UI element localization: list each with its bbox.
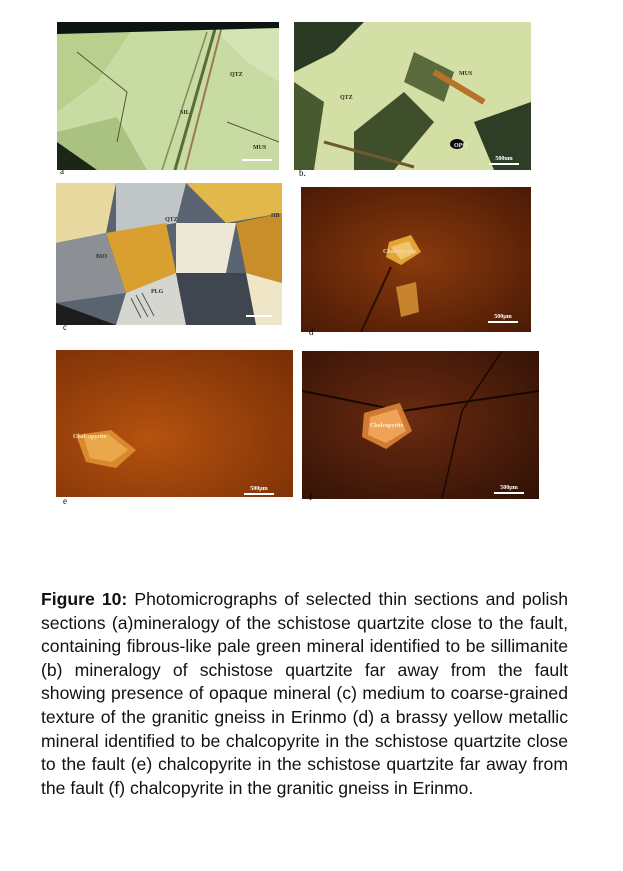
scale-text: 500µm bbox=[500, 485, 518, 491]
label-qtz: QTZ bbox=[340, 95, 353, 101]
figure-caption bbox=[41, 588, 568, 800]
label-mus: MUS bbox=[253, 145, 267, 151]
photomicrograph-b bbox=[294, 22, 531, 170]
scale-bar bbox=[488, 321, 518, 323]
photomicrograph-d-image bbox=[301, 187, 531, 332]
photomicrograph-d bbox=[301, 187, 531, 332]
panel-letter-c: c bbox=[63, 322, 67, 332]
scale-bar bbox=[246, 315, 272, 317]
scale-bar-label bbox=[244, 486, 274, 495]
label-qtz: QTZ bbox=[230, 72, 243, 78]
photomicrograph-b-image bbox=[294, 22, 531, 170]
scale-bar bbox=[489, 163, 519, 165]
mineral-label: Chalcopyrite bbox=[383, 249, 417, 255]
scale-bar bbox=[244, 493, 274, 495]
photomicrograph-a-image bbox=[57, 22, 279, 170]
label-sil: SIL bbox=[180, 110, 190, 116]
scale-bar-label bbox=[494, 485, 524, 494]
scale-bar bbox=[242, 159, 272, 161]
scale-text: 500µm bbox=[250, 486, 268, 492]
photomicrograph-c bbox=[56, 183, 282, 325]
figure-caption-text: Photomicrographs of selected thin sections and polish sections (a)mineralogy of the schistose quartzite close to the fault, containing fibrous-like pale green mineral identified to be sillimanite (b) mineralogy of schistose quartzite far away from the fault showing presence of opaque mineral (c) medium to coarse-grained texture of the granitic gneiss in Erinmo (d) a brassy yellow metallic mineral identified to be chalcopyrite in the schistose quartzite close to the fault (e) chalcopyrite in the schistose quartzite far away from the fault (f) chalcopyrite in the granitic gneiss in Erinmo. bbox=[41, 589, 568, 798]
photomicrograph-f-image bbox=[302, 351, 539, 499]
figure-caption-label: Figure 10: bbox=[41, 589, 128, 609]
scale-bar-label bbox=[488, 314, 518, 323]
label-plg: PLG bbox=[151, 289, 164, 295]
label-mus: MUS bbox=[459, 71, 473, 77]
panel-letter-e: e bbox=[63, 496, 67, 506]
mineral-label: Chalcopyrite bbox=[73, 434, 107, 440]
panel-letter-f: f bbox=[309, 492, 312, 502]
panel-letter-d: d bbox=[309, 327, 314, 337]
photomicrograph-a bbox=[57, 22, 279, 170]
scale-bar-label bbox=[489, 156, 519, 165]
scale-text: 500um bbox=[495, 156, 513, 162]
photomicrograph-c-image bbox=[56, 183, 282, 325]
panel-letter-b: b. bbox=[299, 168, 306, 178]
label-bio: BIO bbox=[96, 254, 108, 260]
photomicrograph-f bbox=[302, 351, 539, 499]
panel-letter-a: a bbox=[60, 166, 64, 176]
photomicrograph-e bbox=[56, 350, 293, 497]
scale-text: 500µm bbox=[494, 314, 512, 320]
photomicrograph-e-image bbox=[56, 350, 293, 497]
scale-bar bbox=[494, 492, 524, 494]
mineral-label: Chalcopyrite bbox=[370, 423, 404, 429]
label-qtz: QTZ bbox=[165, 217, 178, 223]
label-hb: HB bbox=[271, 213, 280, 219]
label-opq: OPQ bbox=[454, 143, 467, 149]
